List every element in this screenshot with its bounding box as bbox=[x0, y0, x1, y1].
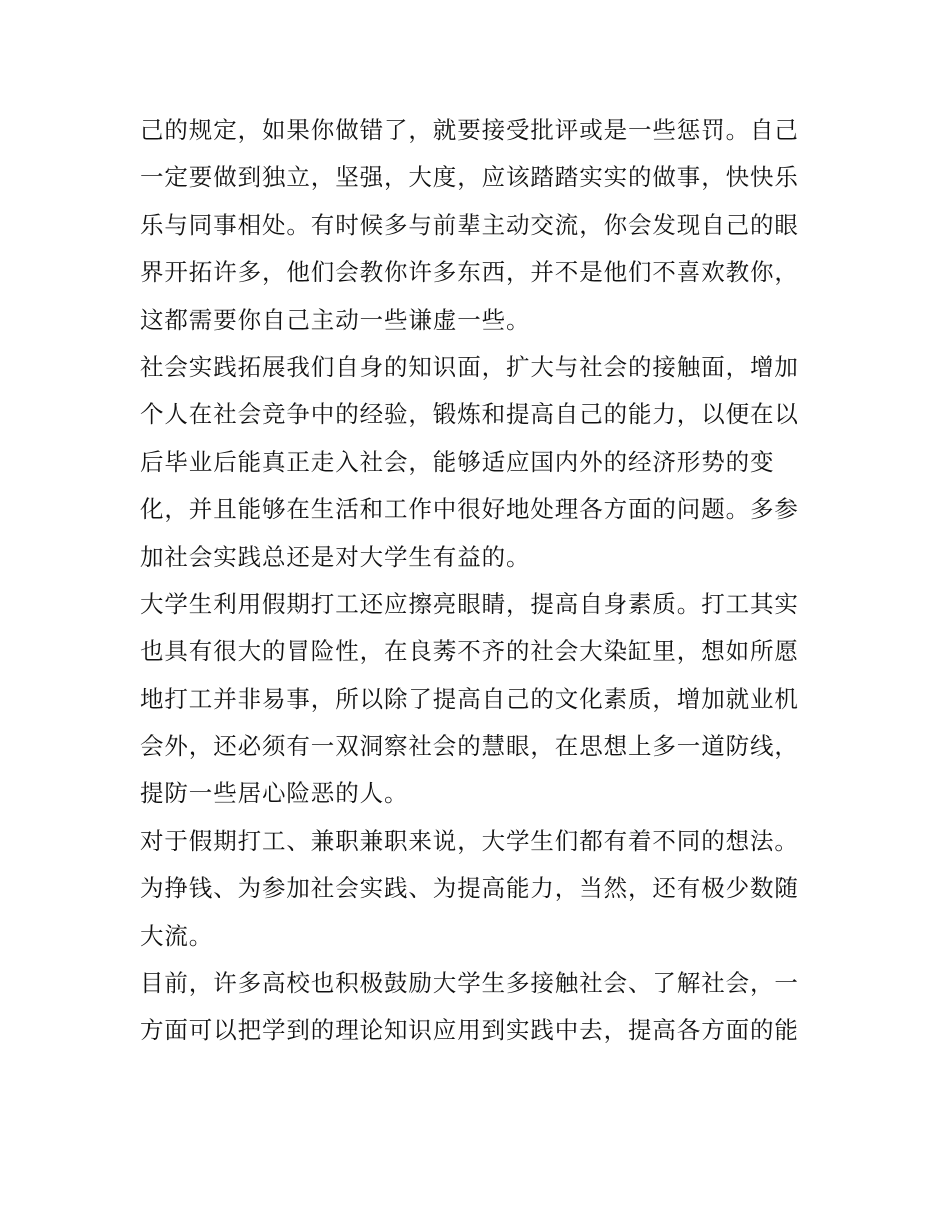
text-line: 社会实践拓展我们自身的知识面，扩大与社会的接触面，增加 bbox=[140, 352, 799, 381]
paragraph bbox=[140, 960, 820, 1055]
text-line: 目前，许多高校也积极鼓励大学生多接触社会、了解社会，一 bbox=[140, 969, 799, 998]
text-line: 乐与同事相处。有时候多与前辈主动交流，你会发现自己的眼 bbox=[140, 210, 799, 239]
body-text bbox=[140, 107, 820, 1055]
text-line: 提防一些居心险恶的人。 bbox=[140, 779, 409, 808]
text-line: 方面可以把学到的理论知识应用到实践中去，提高各方面的能 bbox=[140, 1016, 799, 1045]
text-line: 化，并且能够在生活和工作中很好地处理各方面的问题。多参 bbox=[140, 495, 799, 524]
paragraph bbox=[140, 344, 820, 581]
paragraph bbox=[140, 818, 820, 960]
text-line: 个人在社会竞争中的经验，锻炼和提高自己的能力，以便在以 bbox=[140, 400, 799, 429]
text-line: 界开拓许多，他们会教你许多东西，并不是他们不喜欢教你， bbox=[140, 258, 799, 287]
text-line: 地打工并非易事，所以除了提高自己的文化素质，增加就业机 bbox=[140, 684, 799, 713]
text-line: 会外，还必须有一双洞察社会的慧眼，在思想上多一道防线， bbox=[140, 732, 799, 761]
text-line: 大学生利用假期打工还应擦亮眼睛，提高自身素质。打工其实 bbox=[140, 589, 799, 618]
text-line: 一定要做到独立，坚强，大度，应该踏踏实实的做事，快快乐 bbox=[140, 163, 799, 192]
paragraph bbox=[140, 581, 820, 818]
text-line: 这都需要你自己主动一些谦虚一些。 bbox=[140, 305, 531, 334]
text-line: 为挣钱、为参加社会实践、为提高能力，当然，还有极少数随 bbox=[140, 874, 799, 903]
text-line: 后毕业后能真正走入社会，能够适应国内外的经济形势的变 bbox=[140, 447, 775, 476]
text-line: 己的规定，如果你做错了，就要接受批评或是一些惩罚。自己 bbox=[140, 116, 799, 144]
text-line: 大流。 bbox=[140, 921, 214, 950]
text-line: 对于假期打工、兼职兼职来说，大学生们都有着不同的想法。 bbox=[140, 826, 799, 855]
text-line: 加社会实践总还是对大学生有益的。 bbox=[140, 542, 531, 571]
paragraph bbox=[140, 107, 820, 344]
text-line: 也具有很大的冒险性，在良莠不齐的社会大染缸里，想如所愿 bbox=[140, 637, 799, 666]
